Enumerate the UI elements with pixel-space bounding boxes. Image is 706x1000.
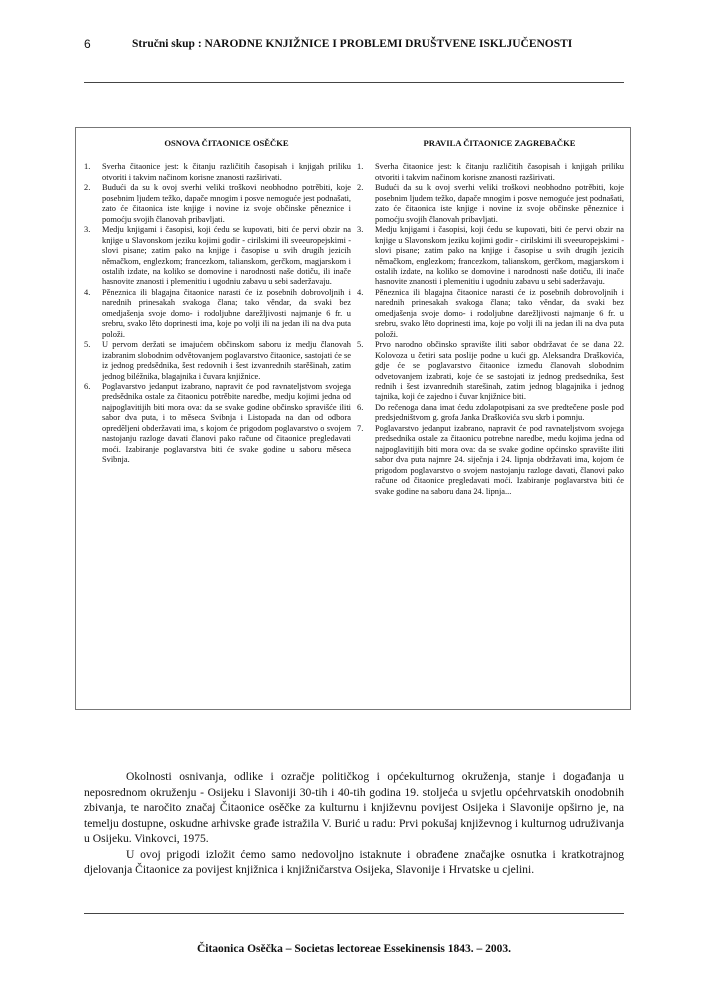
left-column [84, 138, 351, 466]
comparison-box [75, 127, 631, 710]
list-item [357, 340, 624, 403]
item-text: Sverha čitaonice jest: k čitanju različitih časopisah i knjigah priliku otvoriti i takvim načinom korisne znanosti razširivati. [102, 162, 351, 182]
list-item [357, 162, 624, 183]
list-item [357, 288, 624, 340]
running-title: Stručni skup : NARODNE KNJIŽNICE I PROBLEMI DRUŠTVENE ISKLJUČENOSTI [132, 38, 573, 50]
list-item [84, 183, 351, 225]
page-number: 6 [84, 37, 91, 51]
header-rule [84, 82, 624, 83]
item-number: 3. [357, 225, 364, 235]
item-text: Budući da su k ovoj sverhi veliki troškovi neobhodno potrěbiti, koje posebnim ljudem težko, dapače mnogim i posve nemoguće jest podnašati, zato će čitaonica iste knjige i novine iz svoje občinske pěneznice i pomoćju svojih članovah pribavljati. [102, 183, 351, 224]
footer-rule [84, 913, 624, 914]
item-number: 4. [84, 287, 91, 297]
item-number: 6. [84, 381, 91, 391]
item-text: Medju knjigami i časopisi, koji ćedu se kupovati, biti će pervi obzir na knjige u Slavonskom jeziku kojimi godir - cirilskimi ili sveeuropejskimi - slovi pisane; zatim pako na knjige i časopise u svih drugih jezicih němačkom, englezkom; francezkom, talianskom, gerčkom, magjarskom i ostalih izdate, na koliko se domovine i narodnosti naše dotiču, ili inače hasnovite znanosti i plemenitiu i ugodniu zabavu u sebi saderžavaju. [375, 225, 624, 287]
item-text: Pěneznica ili blagajna čitaonice narasti će iz posebnih dobrovoljnih i narednih prinesakah svakoga člana; tako věndar, da svaki bez omedjašenja svoje domo- i rodoljubne darežljivosti najmanje 6 fr. u srebru, svako lěto doprinesti ima, koje po volji ili na jedan ili na dva puta položi. [375, 287, 624, 339]
item-number: 5. [84, 340, 91, 350]
right-column-title: PRAVILA ČITAONICE ZAGREBAČKE [423, 138, 576, 148]
list-item [357, 403, 624, 424]
item-text: Budući da su k ovoj sverhi veliki troškovi neobhodno potrěbiti, koje posebnim ljudem težko, dapače mnogim i posve nemoguće jest podnašati, zato će čitaonica iste knjige i novine iz svoje občinske pěneznice i pomoćju svojih članovah pribavljati. [375, 183, 624, 224]
item-number: 3. [84, 225, 91, 235]
left-column-title: OSNOVA ČITAONICE OSĚČKE [164, 138, 289, 148]
item-text: Poglavarstvo jedanput izabrano, napravit će pod ravnateljstvom svojega predsednika ostale za čitaonicu potrebne naredbe, medu kojima jedna od najpoglavitijih biti mora ova: da se svake godine općinsko spravište iliti sabor dva puta najmre 24. siječnja i 24. lipnja obdržavati ima, kojom će prigodom poglavarstvo o svojem nastojanju razloge davati, članovi pako račune od čitaonice pregledavati moći. Izabiranje poglavarstva biti će svake godine na saboru dana 24. lipnja... [375, 423, 624, 496]
item-text: U pervom deržati se imajućem občinskom saboru iz medju članovah izabranim slobodnim odvětovanjem poglavarstvo čitaonice, sastojati će se iz jednog predsědnika, šest redovnih i šest izvanrednih starěšinah, zatim jednog biléžnika, blagajnika i čuvara knjižnice. [102, 340, 351, 381]
item-number: 7. [357, 423, 364, 433]
item-number: 1. [357, 162, 364, 172]
item-number: 5. [357, 340, 364, 350]
list-item [84, 382, 351, 466]
item-text: Prvo narodno občinsko spravište iliti sabor obdržavat će se dana 22. Kolovoza u četiri sata poslije podne u kući gp. Aleksandra Draškovića, gdje će se poglavarstvo čitaonice između članovah slobodnim odvetovanjem izabrati, koje će se sastojati iz jednog predsednika, šest rednih i šest izvanrednih starešinah, zatim jednog blagajnika i jednog tajnika, koji će zajedno i čuvar knjižnice biti. [375, 340, 624, 402]
item-number: 1. [84, 162, 91, 172]
page-footer: Čitaonica Osěčka – Societas lectoreae Essekinensis 1843. – 2003. [196, 943, 512, 955]
item-text: Medju knjigami i časopisi, koji ćedu se kupovati, biti će pervi obzir na knjige u Slavonskom jeziku kojimi godir - cirilskimi ili sveeuropejskimi - slovi pisane; zatim pako na knjige i časopise u svih drugih jezicih němačkom, englezkom; francezkom, talianskom, gerčkom, magjarskom i ostalih izdate, na koliko se domovine i narodnosti naše dotiču, ili inače hasnovite znanosti i plemenitiu i ugodniu zabavu u sebi saderžavaju. [102, 225, 351, 287]
right-column [357, 138, 624, 497]
list-item [357, 424, 624, 497]
item-number: 2. [357, 183, 364, 193]
item-number: 2. [84, 183, 91, 193]
item-text: Do rečenoga dana imat ćedu zdolapotpisani za sve predtečene posle pod predsjedništvom g. grofa Janka Draškovića svu skrb i pomnju. [375, 402, 624, 423]
item-text: Poglavarstvo jedanput izabrano, napravit će pod ravnateljstvom svojega predsědnika ostale za čitaonicu potrěbite naredbe, medju kojimi jedna od najpoglavitijih biti mora ova: da se svake godine občinsko spravišće iliti sabor dva puta, i to měseca Svibnja i Listopada na dan od odbora opredĕljeni obderžavati ima, s kojom će prigodom poglavarstvo o svojem nastojanju razloge davati članovi pako račune od čitaonice pregledavati moći. Izabiranje poglavarstva biti će svake godine u saboru měseca Svibnja. [102, 381, 351, 465]
body-text [84, 769, 624, 878]
list-item [84, 340, 351, 382]
list-item [357, 225, 624, 288]
paragraph: U ovoj prigodi izložit ćemo samo nedovoljno istaknute i obrađene značajke osnutka i kratkotrajnog djelovanja Čitaonice za povijest knjižnica i knjižničarstva Osijeka, Slavonije i Hrvatske u cjelini. [84, 847, 624, 876]
list-item [84, 225, 351, 288]
item-text: Pěneznica ili blagajna čitaonice narasti će iz posebnih dobrovoljnih i narednih prinesakah svakoga člana; tako věndar, da svaki bez omedjašenja svoje domo- i rodoljubne darežljivosti najmanje 6 fr. u srebru, svako lěto doprinesti ima, koje po volji ili na jedan ili na dva puta položi. [102, 287, 351, 339]
list-item [84, 162, 351, 183]
item-text: Sverha čitaonice jest: k čitanju različitih časopisah i knjigah priliku otvoriti i takvim načinom korisne znanosti razširivati. [375, 162, 624, 182]
item-number: 6. [357, 402, 364, 412]
paragraph: Okolnosti osnivanja, odlike i ozračje političkog i općekulturnog okruženja, stanje i događanja u neposrednom okruženju - Osijeku i Slavoniji 30-tih i 40-tih godina 19. stoljeća u svjetlu općehrvatskih onodobnih zbivanja, te naročito značaj Čitaonice osěčke za kulturnu i književnu povijest Osijeka i Slavonije opširno je, na temelju dostupne, oskudne arhivske građe istražila V. Burić u radu: Prvi pokušaj književnog i kulturnog udruživanja u Osijeku. Vinkovci, 1975. [84, 770, 624, 845]
item-number: 4. [357, 287, 364, 297]
list-item [84, 288, 351, 340]
list-item [357, 183, 624, 225]
